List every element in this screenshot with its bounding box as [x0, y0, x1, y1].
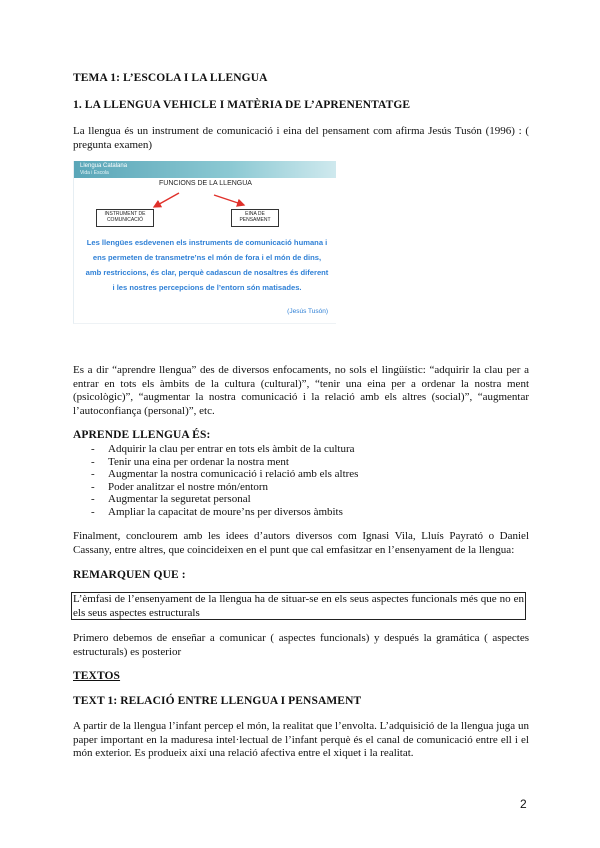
- remarquen-heading: REMARQUEN QUE :: [73, 569, 186, 581]
- boxed-statement: L’èmfasi de l’ensenyament de la llengua ha de situar-se en els seus aspectes funcionals més que no en els seus aspectes estructurals: [73, 593, 524, 619]
- arrow-right-icon: [214, 195, 244, 205]
- aprende-list: [91, 443, 358, 518]
- finalment-paragraph: Finalment, conclourem amb les idees d’autors diversos com Ignasi Vila, Lluís Payrató o Daniel Cassany, entre altres, que coincideixen en el punt que cal emfasitzar en l’ensenyament de la llengua:: [73, 530, 529, 556]
- figure-banner: [74, 161, 336, 178]
- page-number: 2: [520, 797, 527, 811]
- intro-paragraph: La llengua és un instrument de comunicació i eina del pensament com afirma Jesús Tusón (1996) : ( pregunta examen): [73, 125, 529, 151]
- banner-line-1: Llengua Catalana: [80, 163, 128, 169]
- figure-title: FUNCIONS DE LA LLENGUA: [159, 180, 252, 187]
- list-item: - Adquirir la clau per entrar en tots els àmbit de la cultura: [91, 443, 355, 455]
- arrow-left-icon: [154, 193, 179, 207]
- list-item: - Poder analitzar el nostre món/entorn: [91, 480, 269, 493]
- banner-line-2: Vida i Escola: [80, 170, 109, 176]
- list-item: - Ampliar la capacitat de moure’ns per diversos àmbits: [91, 505, 343, 518]
- tema-heading: TEMA 1: L’ESCOLA I LA LLENGUA: [73, 72, 268, 84]
- figure-author: (Jesús Tusón): [287, 308, 328, 315]
- list-item: - Tenir una eina per ordenar la nostra ment: [91, 455, 289, 468]
- section-heading: 1. LA LLENGUA VEHICLE I MATÈRIA DE L’APRENENTATGE: [73, 99, 411, 111]
- box-eina: EINA DE PENSAMENT: [231, 209, 279, 227]
- list-item: - Augmentar la nostra comunicació i relació amb els altres: [91, 468, 359, 480]
- aprendre-paragraph: Es a dir “aprendre llengua” des de diversos enfocaments, no sols el lingüístic: “adquirir la clau per a entrar en tots els àmbits de la cultura (cultural)”, “tenir una eina per a ordenar la nostra ment (psicològic)”, “augmentar la nostra comunicació i la relació amb els altres (social)”, “augmentar l’autoconfiança (personal)”, etc.: [73, 364, 529, 417]
- functions-figure: [73, 161, 336, 324]
- aprende-heading: APRENDE LLENGUA ÉS:: [73, 429, 211, 441]
- textos-heading: TEXTOS: [73, 670, 121, 682]
- text1-heading: TEXT 1: RELACIÓ ENTRE LLENGUA I PENSAMENT: [73, 695, 362, 707]
- text1-paragraph: A partir de la llengua l’infant percep el món, la realitat que l’envolta. L’adquisició de la llengua juga un paper important en la maduresa intel·lectual de l’infant perquè és el canal de comunicació entre ell i el món exterior. Es produeix així una relació afectiva entre el xiquet i la realitat.: [73, 720, 529, 759]
- primero-paragraph: Primero debemos de enseñar a comunicar ( aspectes funcionals) y después la gramática ( aspectes estructurals) es posterior: [73, 632, 529, 658]
- list-item: - Augmentar la seguretat personal: [91, 493, 251, 505]
- figure-quote: Les llengües esdevenen els instruments de comunicació humana i ens permeten de transmetre’ns el món de fora i el món de dins, amb restriccions, és clar, perquè cadascun de nosaltres és diferent i les nostres percepcions de l’entorn són matisades.: [85, 238, 329, 292]
- box-instrument: INSTRUMENT DE COMUNICACIÓ: [96, 209, 154, 227]
